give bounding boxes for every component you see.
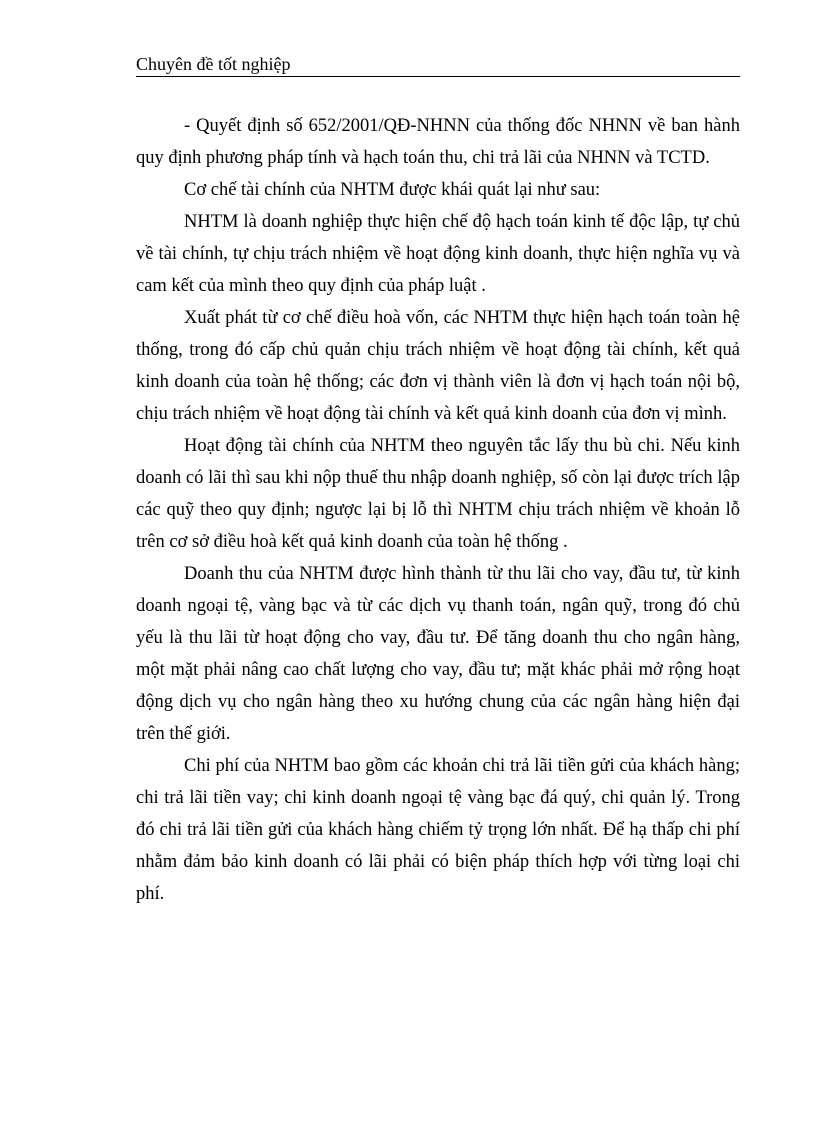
paragraph-decision: - Quyết định số 652/2001/QĐ-NHNN của thống đốc NHNN về ban hành quy định phương pháp tính và hạch toán thu, chi trả lãi của NHNN và TCTD. <box>136 116 740 168</box>
document-body <box>136 110 740 910</box>
paragraph-capital-mechanism: Xuất phát từ cơ chế điều hoà vốn, các NHTM thực hiện hạch toán toàn hệ thống, trong đó cấp chủ quản chịu trách nhiệm về hoạt động tài chính, kết quả kinh doanh của toàn hệ thống; các đơn vị thành viên là đơn vị hạch toán nội bộ, chịu trách nhiệm về hoạt động tài chính và kết quả kinh doanh của đơn vị mình. <box>136 308 740 424</box>
page-header <box>136 52 740 77</box>
header-title: Chuyên đề tốt nghiệp <box>136 54 291 74</box>
paragraph-mechanism-intro: Cơ chế tài chính của NHTM được khái quát lại như sau: <box>184 180 601 200</box>
paragraph-financial-activity: Hoạt động tài chính của NHTM theo nguyên tắc lấy thu bù chi. Nếu kinh doanh có lãi thì sau khi nộp thuế thu nhập doanh nghiệp, số còn lại được trích lập các quỹ theo quy định; ngược lại bị lỗ thì NHTM chịu trách nhiệm về khoản lỗ trên cơ sở điều hoà kết quả kinh doanh của toàn hệ thống . <box>136 436 740 552</box>
paragraph-autonomy: NHTM là doanh nghiệp thực hiện chế độ hạch toán kinh tế độc lập, tự chủ về tài chính, tự chịu trách nhiệm về hoạt động kinh doanh, thực hiện nghĩa vụ và cam kết của mình theo quy định của pháp luật . <box>136 212 740 296</box>
paragraph-revenue: Doanh thu của NHTM được hình thành từ thu lãi cho vay, đầu tư, từ kinh doanh ngoại tệ, vàng bạc và từ các dịch vụ thanh toán, ngân quỹ, trong đó chủ yếu là thu lãi từ hoạt động cho vay, đầu tư. Để tăng doanh thu cho ngân hàng, một mặt phải nâng cao chất lượng cho vay, đầu tư; mặt khác phải mở rộng hoạt động dịch vụ cho ngân hàng theo xu hướng chung của các ngân hàng hiện đại trên thế giới. <box>136 564 740 744</box>
paragraph-expenses: Chi phí của NHTM bao gồm các khoản chi trả lãi tiền gửi của khách hàng; chi trả lãi tiền vay; chi kinh doanh ngoại tệ vàng bạc đá quý, chi quản lý. Trong đó chi trả lãi tiền gửi của khách hàng chiếm tỷ trọng lớn nhất. Để hạ thấp chi phí nhằm đảm bảo kinh doanh có lãi phải có biện pháp thích hợp với từng loại chi phí. <box>136 756 740 904</box>
